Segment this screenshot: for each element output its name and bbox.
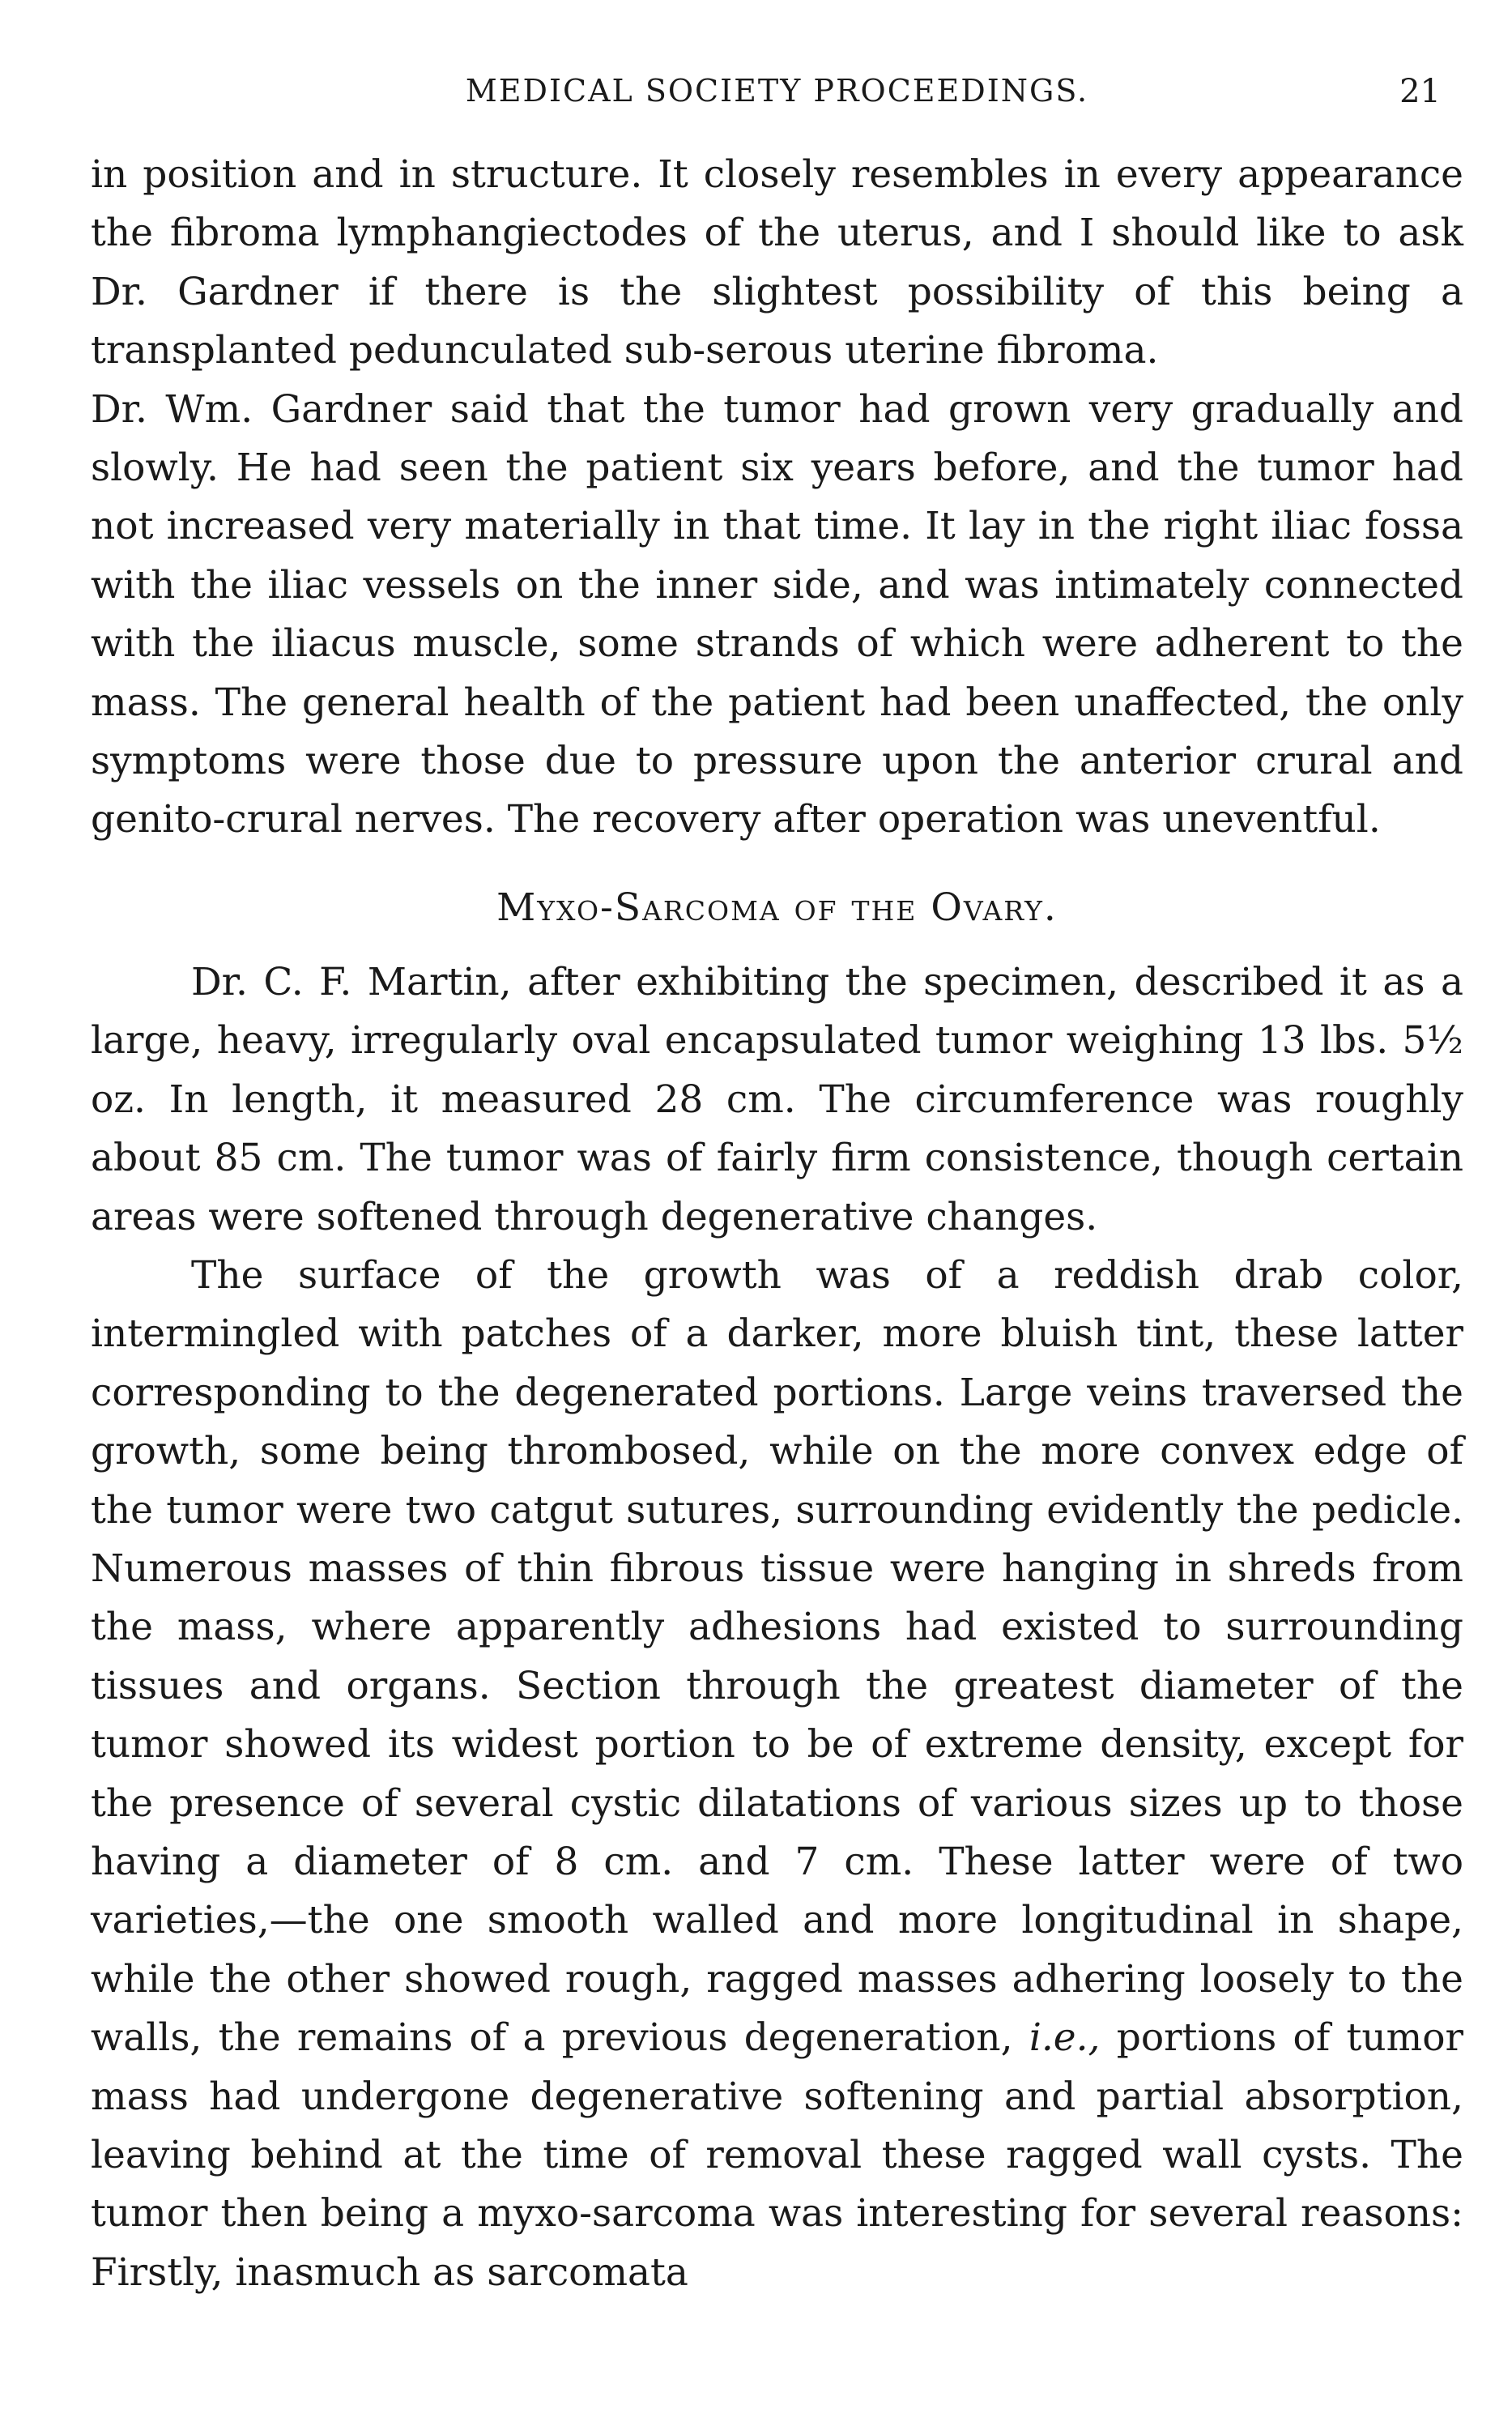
running-title: MEDICAL SOCIETY PROCEEDINGS.	[465, 73, 1089, 109]
paragraph-gardner-reply: Dr. Wm. Gardner said that the tumor had grown very gradually and slowly. He had seen the patient six years before, and the tumor had not increased very materially in that time. It lay in the right iliac fossa with the iliac vessels on the inner side, and was intimately connected with the iliacus muscle, some strands of which were adherent to the mass. The general health of the patient had been unaffected, the only symptoms were those due to pressure upon the anterior crural and genito-crural nerves. The recovery after operation was uneventful.	[91, 386, 1463, 842]
paragraph-martin-description: Dr. C. F. Martin, after exhibiting the specimen, described it as a large, heavy, irregularly oval encapsulated tumor weighing 13 lbs. 5½ oz. In length, it measured 28 cm. The circumference was roughly about 85 cm. The tumor was of fairly firm consistence, though certain areas were softened through degenerative changes.	[91, 959, 1463, 1239]
page-number: 21	[1399, 73, 1441, 110]
section-heading: Myxo-Sarcoma of the Ovary.	[496, 885, 1058, 930]
paragraph-surface-text-a: The surface of the growth was of a reddish drab color, intermingled with patches of a darker, more bluish tint, these latter corresponding to the degenerated portions. Large veins traversed the growth, some being thrombosed, while on the more convex edge of the tumor were two catgut sutures, surrounding evidently the pedicle. Numerous masses of thin fibrous tissue were hanging in shreds from the mass, where apparently adhesions had existed to surrounding tissues and organs. Section through the greatest diameter of the tumor showed its widest portion to be of extreme density, except for the presence of several cystic dilatations of various sizes up to those having a diameter of 8 cm. and 7 cm. These latter were of two varieties,—the one smooth walled and more longitudinal in shape, while the other showed rough, ragged masses adhering loosely to the walls, the remains of a previous degeneration,	[91, 1252, 1463, 2061]
paragraph-continuation: in position and in structure. It closely resembles in every appearance the fibroma lymphangiectodes of the uterus, and I should like to ask Dr. Gardner if there is the slightest possibility of this being a transplanted pedunculated sub-serous uterine fibroma.	[91, 152, 1463, 373]
paragraph-surface-text-b: portions of tumor mass had undergone degenerative softening and partial absorption, leaving behind at the time of removal these ragged wall cysts. The tumor then being a myxo-sarcoma was interesting for several reasons: Firstly, inasmuch as sarcomata	[91, 2015, 1463, 2295]
paragraph-surface-ie: i.e.,	[1029, 2015, 1101, 2061]
running-head	[91, 73, 1463, 122]
paragraph-surface-description	[91, 1247, 1463, 2302]
